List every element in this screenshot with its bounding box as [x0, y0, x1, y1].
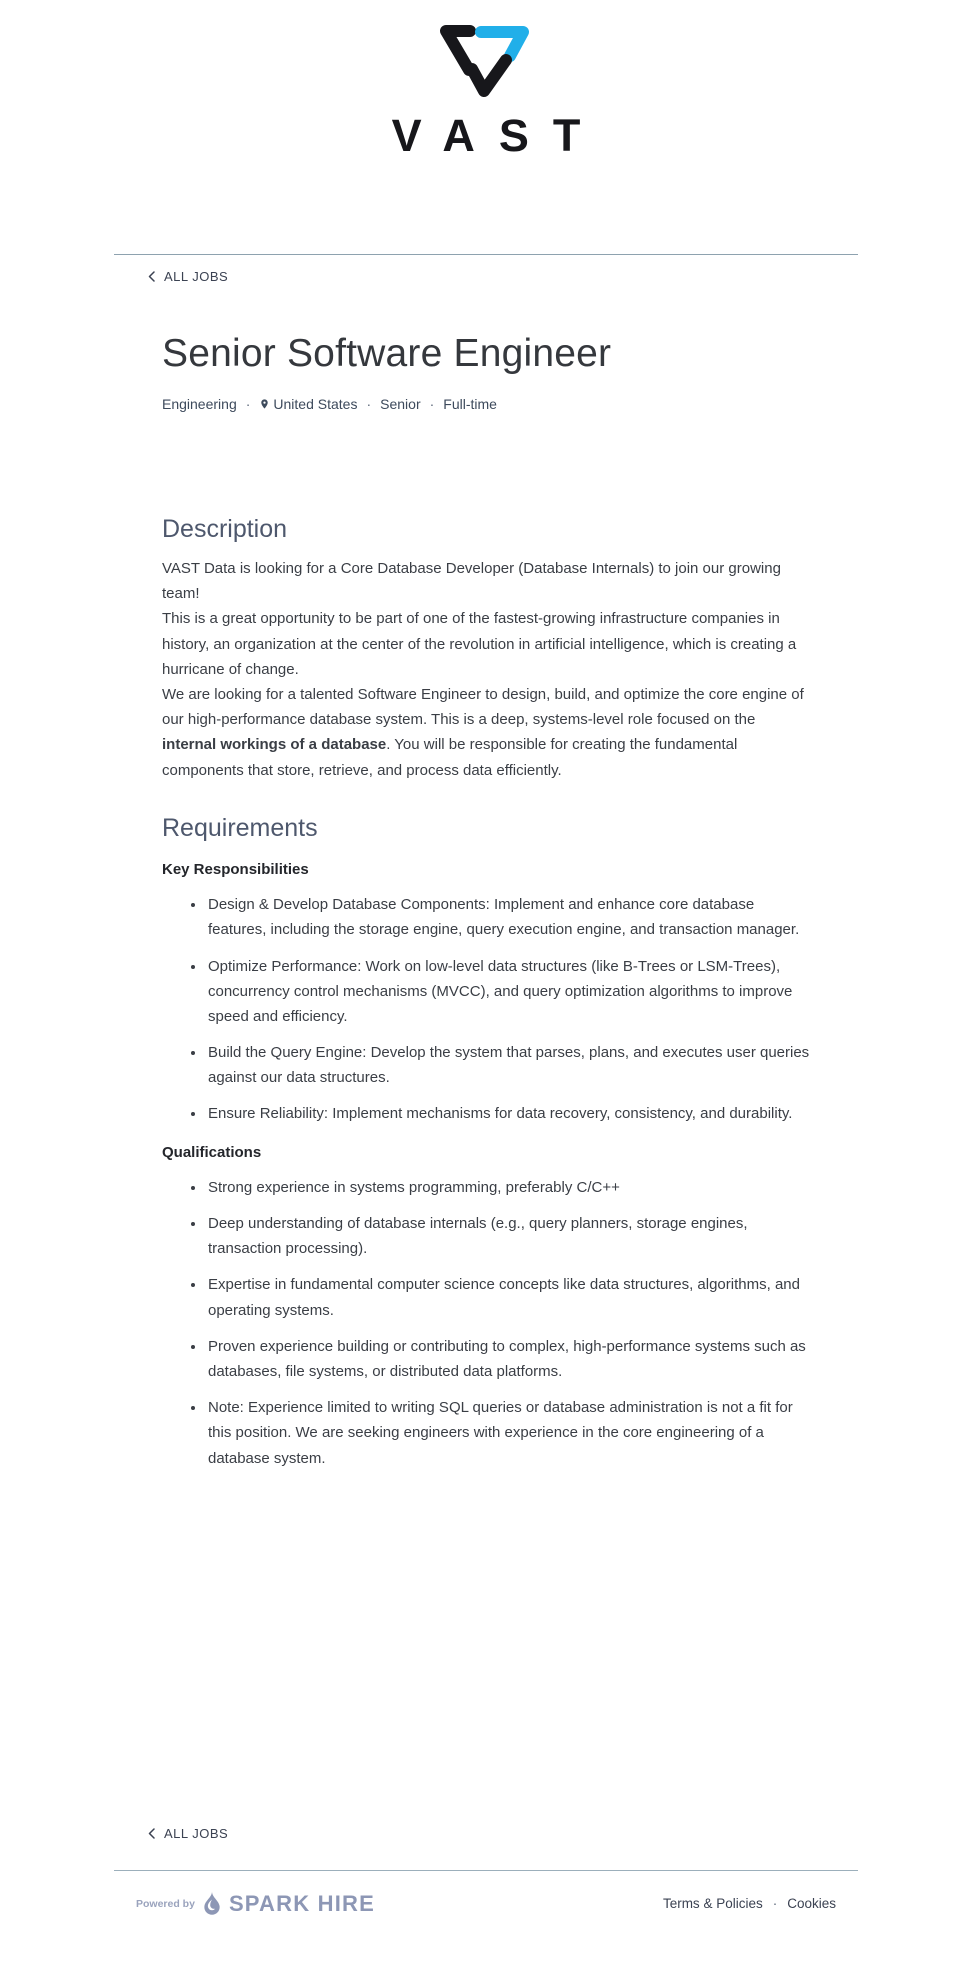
header-divider — [114, 254, 858, 255]
meta-separator: · — [245, 395, 251, 412]
description-heading: Description — [162, 514, 288, 543]
list-item: • Expertise in fundamental computer science concepts like data structures, algorithms, and operating systems. — [206, 1272, 810, 1322]
spark-hire-powered-by-link[interactable] — [136, 1891, 375, 1917]
qualifications-list — [162, 1175, 810, 1471]
spark-hire-flame-icon — [203, 1891, 221, 1917]
qualifications-subheading: Qualifications — [162, 1143, 262, 1161]
job-department: Engineering — [162, 395, 237, 412]
footer-links — [663, 1896, 836, 1911]
description-text: . You will be responsible for creating the fundamental components that store, retrieve, and process data efficiently. — [162, 736, 738, 779]
footer — [114, 1871, 858, 1917]
job-employment-type: Full-time — [443, 395, 497, 412]
spacer — [114, 1482, 858, 1812]
requirements-heading: Requirements — [162, 813, 318, 842]
list-item: • Strong experience in systems programming, preferably C/C++ — [206, 1175, 810, 1200]
description-paragraph: VAST Data is looking for a Core Database Developer (Database Internals) to join our growing team! — [162, 560, 781, 603]
vast-logo-icon — [438, 24, 534, 102]
chevron-left-icon — [148, 1828, 155, 1839]
list-item: • Ensure Reliability: Implement mechanisms for data recovery, consistency, and durability. — [206, 1101, 810, 1126]
description-text: We are looking for a talented Software Engineer to design, build, and optimize the core engine of our high-performance database system. This is a deep, systems-level role focused on the — [162, 685, 804, 729]
job-article — [114, 331, 858, 1471]
terms-policies-link[interactable]: Terms & Policies — [662, 1896, 763, 1912]
spark-hire-wordmark: SPARK HIRE — [228, 1890, 375, 1916]
responsibilities-subheading: Key Responsibilities — [162, 860, 309, 878]
responsibilities-list — [162, 892, 810, 1127]
all-jobs-breadcrumb[interactable] — [148, 269, 228, 284]
powered-by-label: Powered by — [136, 1897, 195, 1910]
content-container — [114, 254, 858, 1965]
cookies-link[interactable]: Cookies — [787, 1896, 836, 1912]
job-location — [259, 396, 357, 412]
description-paragraph — [162, 682, 810, 783]
list-item: • Note: Experience limited to writing SQL queries or database administration is not a fit for this position. We are seeking engineers with experience in the core engineering of a database system. — [206, 1395, 810, 1471]
list-item: • Optimize Performance: Work on low-level data structures (like B-Trees or LSM-Trees), concurrency control mechanisms (MVCC), and query optimization algorithms to improve speed and efficiency. — [206, 954, 810, 1030]
job-seniority: Senior — [380, 395, 421, 412]
vast-wordmark: VAST — [391, 110, 605, 161]
list-item: • Design & Develop Database Components: Implement and enhance core database features, including the storage engine, query execution engine, and transaction manager. — [206, 892, 810, 942]
list-item: • Build the Query Engine: Develop the system that parses, plans, and executes user queries against our data structures. — [206, 1040, 810, 1090]
vast-mark-check-stroke — [472, 60, 506, 91]
description-body — [162, 556, 810, 783]
location-pin-icon — [259, 397, 270, 411]
meta-separator: · — [366, 395, 372, 412]
all-jobs-label: ALL JOBS — [164, 1825, 229, 1841]
description-bold-text: internal workings of a database — [162, 736, 387, 754]
all-jobs-label: ALL JOBS — [164, 269, 229, 284]
list-item: • Proven experience building or contributing to complex, high-performance systems such as databases, file systems, or distributed data platforms. — [206, 1334, 810, 1384]
vast-mark-left-stroke — [446, 31, 470, 70]
footer-links-separator: · — [772, 1896, 778, 1912]
company-logo — [0, 0, 972, 162]
list-item: • Deep understanding of database internals (e.g., query planners, storage engines, transaction processing). — [206, 1211, 810, 1261]
job-meta-row — [162, 396, 810, 412]
meta-separator: · — [429, 395, 435, 412]
job-title: Senior Software Engineer — [162, 332, 612, 375]
job-location-label: United States — [273, 395, 358, 412]
chevron-left-icon — [148, 271, 155, 282]
vast-mark-blue-stroke — [481, 32, 523, 56]
description-paragraph: This is a great opportunity to be part of one of the fastest-growing infrastructure companies in history, an organization at the center of the revolution in artificial intelligence, which is creating a hurricane of change. — [162, 610, 797, 678]
all-jobs-breadcrumb-bottom[interactable] — [148, 1826, 228, 1841]
spacer — [114, 1917, 858, 1965]
